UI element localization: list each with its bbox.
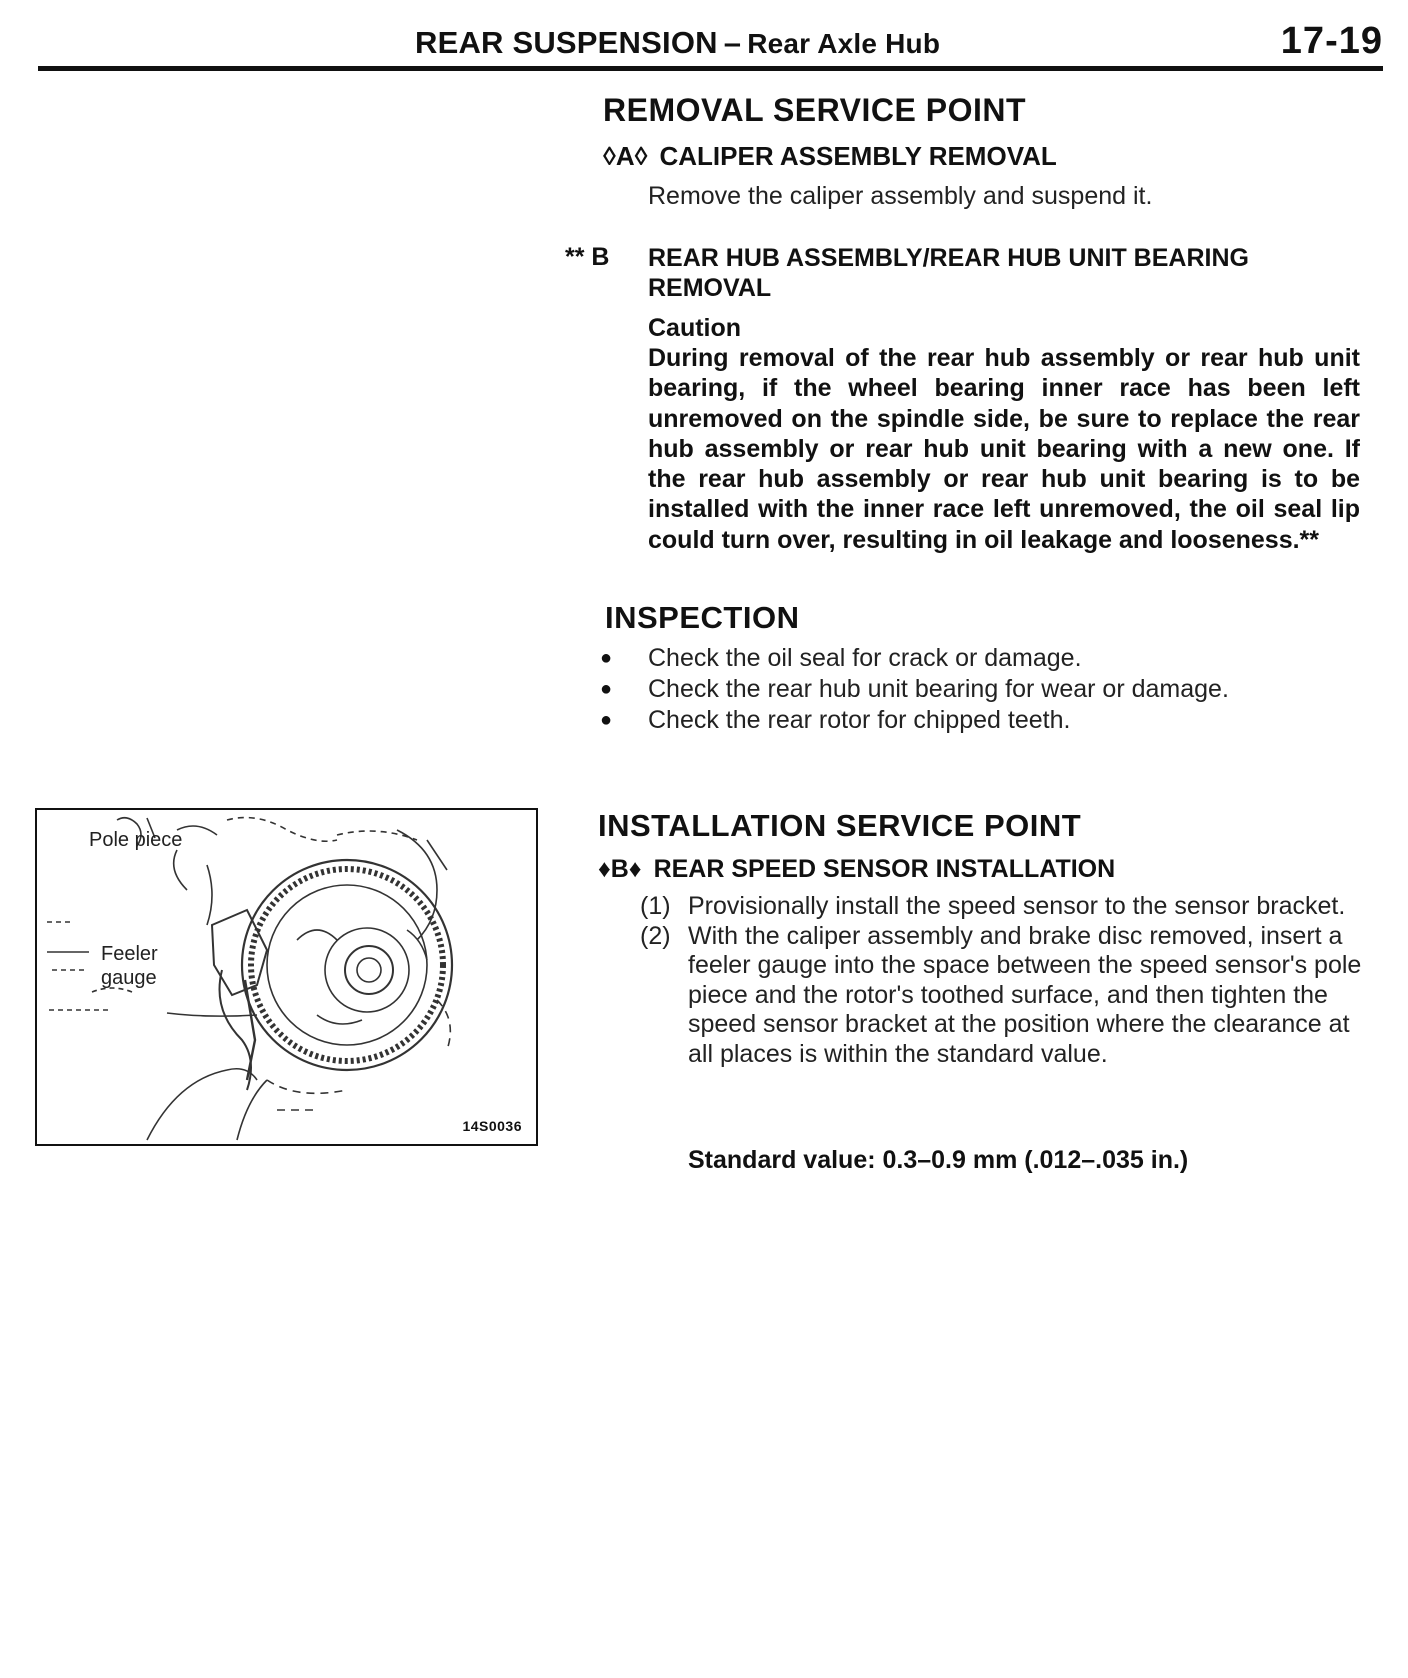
list-item: ● Check the rear rotor for chipped teeth.	[600, 705, 1370, 736]
caliper-removal-title	[603, 141, 1057, 172]
rotor-inner	[267, 885, 427, 1045]
figure-id: 14S0036	[462, 1118, 522, 1134]
housing-outline	[227, 818, 417, 842]
installation-steps	[640, 892, 1370, 1069]
hub-removal-title: REAR HUB ASSEMBLY/REAR HUB UNIT BEARING REMOVAL	[648, 244, 1249, 302]
list-item: ● Check the oil seal for crack or damage.	[600, 643, 1370, 674]
speed-sensor-figure	[35, 808, 538, 1146]
inspection-heading: INSPECTION	[605, 600, 800, 635]
step-number: (1)	[640, 892, 671, 920]
section-subtitle: Rear Axle Hub	[747, 28, 941, 59]
section-title	[415, 25, 940, 61]
sensor-install-label: REAR SPEED SENSOR INSTALLATION	[653, 855, 1116, 883]
sensor-install-mark: ♦B♦	[598, 855, 642, 883]
left-sketch	[174, 850, 212, 925]
rotor-teeth	[251, 869, 443, 1061]
standard-value: Standard value: 0.3–0.9 mm (.012–.035 in.)	[688, 1146, 1189, 1174]
hub-detail	[297, 930, 427, 1024]
caution-label: Caution	[648, 314, 742, 342]
caliper-removal-mark: ◊A◊	[603, 141, 648, 171]
gauge-label: gauge	[101, 967, 157, 989]
sensor-install-title	[598, 855, 1115, 884]
step-text: With the caliper assembly and brake disc removed, insert a feeler gauge into the space between the speed sensor's pole piece and the rotor's toothed surface, and then tighten the speed sensor bracket at the position where the clearance at all places is within the standard value.	[688, 921, 1362, 1068]
step-number: (2)	[640, 921, 671, 950]
hub-nut	[357, 958, 381, 982]
caliper-removal-text: Remove the caliper assembly and suspend it.	[648, 182, 1153, 210]
hub-removal-mark: ** B	[565, 243, 610, 271]
caution-text: During removal of the rear hub assembly or rear hub unit bearing, if the wheel bearing inner race has been left unremoved on the spindle side, be sure to replace the rear hub assembly or rear hub unit bearing with a new one. If the rear hub assembly or rear hub unit bearing is to be installed with the inner race left unremoved, the oil seal lip could turn over, resulting in oil leakage and looseness.**	[648, 344, 1360, 554]
hub-center	[345, 946, 393, 994]
pole-piece-label: Pole piece	[89, 829, 183, 851]
removal-heading: REMOVAL SERVICE POINT	[603, 92, 1027, 128]
section-title-main: REAR SUSPENSION	[415, 25, 718, 60]
page-header	[38, 20, 1383, 70]
page-number: 17-19	[1280, 20, 1383, 62]
feeler-label: Feeler	[101, 943, 158, 965]
inspection-list	[600, 643, 1370, 736]
list-item: ● Check the rear hub unit bearing for wear or damage.	[600, 674, 1370, 705]
caliper-removal-label: CALIPER ASSEMBLY REMOVAL	[659, 141, 1057, 171]
list-item	[640, 892, 1370, 922]
feeler-leader	[167, 1013, 257, 1016]
title-separator: –	[723, 25, 742, 60]
rotor-outer	[242, 860, 452, 1070]
list-item	[640, 922, 1370, 1070]
step-text: Provisionally install the speed sensor to the sensor bracket.	[688, 892, 1346, 920]
header-divider	[38, 66, 1383, 71]
hub-ring	[325, 928, 409, 1012]
installation-heading: INSTALLATION SERVICE POINT	[598, 808, 1082, 843]
